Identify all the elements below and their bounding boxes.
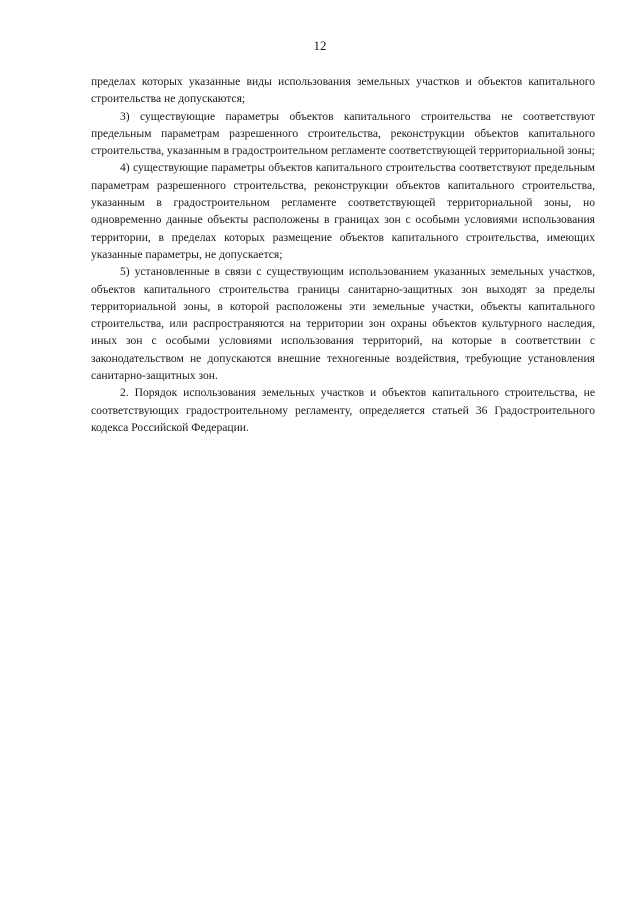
paragraph-continuation: пределах которых указанные виды использования земельных участков и объектов капитального строительства не допускаются; xyxy=(91,75,595,106)
paragraph-item-3: 3) существующие параметры объектов капитального строительства не соответствуют предельным параметрам разрешенного строительства, реконструкции объектов капитального строительства, указанным в градостроительном регламенте соответствующей территориальной зоны; xyxy=(91,109,595,158)
page-number: 12 xyxy=(313,38,327,53)
paragraph-section-2: 2. Порядок использования земельных участков и объектов капитального строительства, не соответствующих градостроительному регламенту, определяется статьей 36 Градостроительного кодекса Российской Федерации. xyxy=(91,386,595,434)
document-body xyxy=(91,73,595,436)
paragraph-item-4: 4) существующие параметры объектов капитального строительства соответствуют предельным параметрам разрешенного строительства, реконструкции объектов капитального строительства, указанным в градостроительном регламенте соответствующей территориальной зоны, но одновременно данные объекты расположены в границах зон с особыми условиями использования территории, в пределах которых размещение объектов капитального строительства, имеющих указанные параметры, не допускается; xyxy=(91,161,595,261)
paragraph-item-5: 5) установленные в связи с существующим использованием указанных земельных участков, объектов капитального строительства границы санитарно-защитных зон выходят за пределы территориальной зоны, в которой расположены эти земельные участки, объекты капитального строительства, или распространяются на территории зон охраны объектов культурного наследия, иных зон с особыми условиями использования территорий, на которые в соответствии с законодательством не допускаются внешние техногенные воздействия, требующие установления санитарно-защитных зон. xyxy=(91,265,595,383)
